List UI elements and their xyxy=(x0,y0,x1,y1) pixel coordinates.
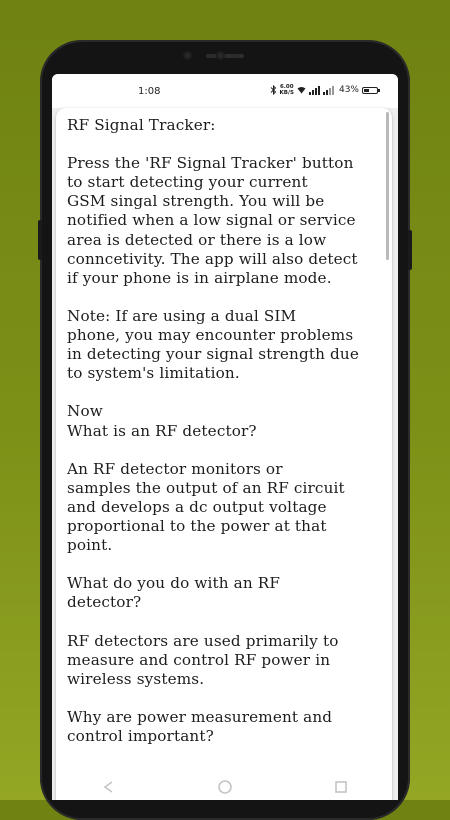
back-icon[interactable] xyxy=(102,780,116,794)
info-text xyxy=(67,116,385,765)
speaker-grille xyxy=(206,54,244,58)
paragraph-title: RF Signal Tracker: xyxy=(67,116,216,134)
paragraph-question-3: Why are power measurement and control important? xyxy=(67,707,333,745)
scrollbar[interactable] xyxy=(386,112,389,260)
bluetooth-icon xyxy=(270,85,277,95)
paragraph-instructions: Press the 'RF Signal Tracker' button to start detecting your current GSM singal strength. You will be notified when a low signal or service area is detected or there is a low conncetivity. The app will also detect if your phone is in airplane mode. xyxy=(67,154,358,287)
sensor-icon xyxy=(216,51,225,60)
nav-bar xyxy=(52,774,398,800)
home-icon[interactable] xyxy=(217,779,233,795)
status-icons xyxy=(270,84,378,96)
wifi-icon xyxy=(297,86,306,94)
power-button xyxy=(38,220,42,260)
paragraph-question-2: What do you do with an RF detector? xyxy=(67,574,281,612)
device-screen xyxy=(52,74,398,800)
recents-icon[interactable] xyxy=(334,780,348,794)
paragraph-note: Note: If are using a dual SIM phone, you may encounter problems in detecting your signal strength due to system's limitation. xyxy=(67,306,359,383)
net-speed xyxy=(280,84,294,96)
status-time: 1:08 xyxy=(138,86,161,97)
signal-icon-2 xyxy=(323,86,334,95)
battery-icon xyxy=(362,87,378,94)
signal-icon xyxy=(309,86,320,95)
net-speed-value: 6.00 xyxy=(279,84,294,90)
battery-fill xyxy=(364,89,369,92)
camera-icon xyxy=(183,51,192,60)
paragraph-answer-1: An RF detector monitors or samples the output of an RF circuit and develops a dc output voltage proportional to the power at that point. xyxy=(67,459,345,555)
paragraph-answer-2: RF detectors are used primarily to measure and control RF power in wireless systems. xyxy=(67,631,339,688)
info-card[interactable] xyxy=(56,108,392,800)
paragraph-question-1: Now What is an RF detector? xyxy=(67,402,257,440)
battery-percent: 43% xyxy=(338,85,359,95)
net-speed-unit: KB/S xyxy=(279,90,294,96)
status-bar xyxy=(52,74,398,108)
volume-button xyxy=(408,230,412,270)
